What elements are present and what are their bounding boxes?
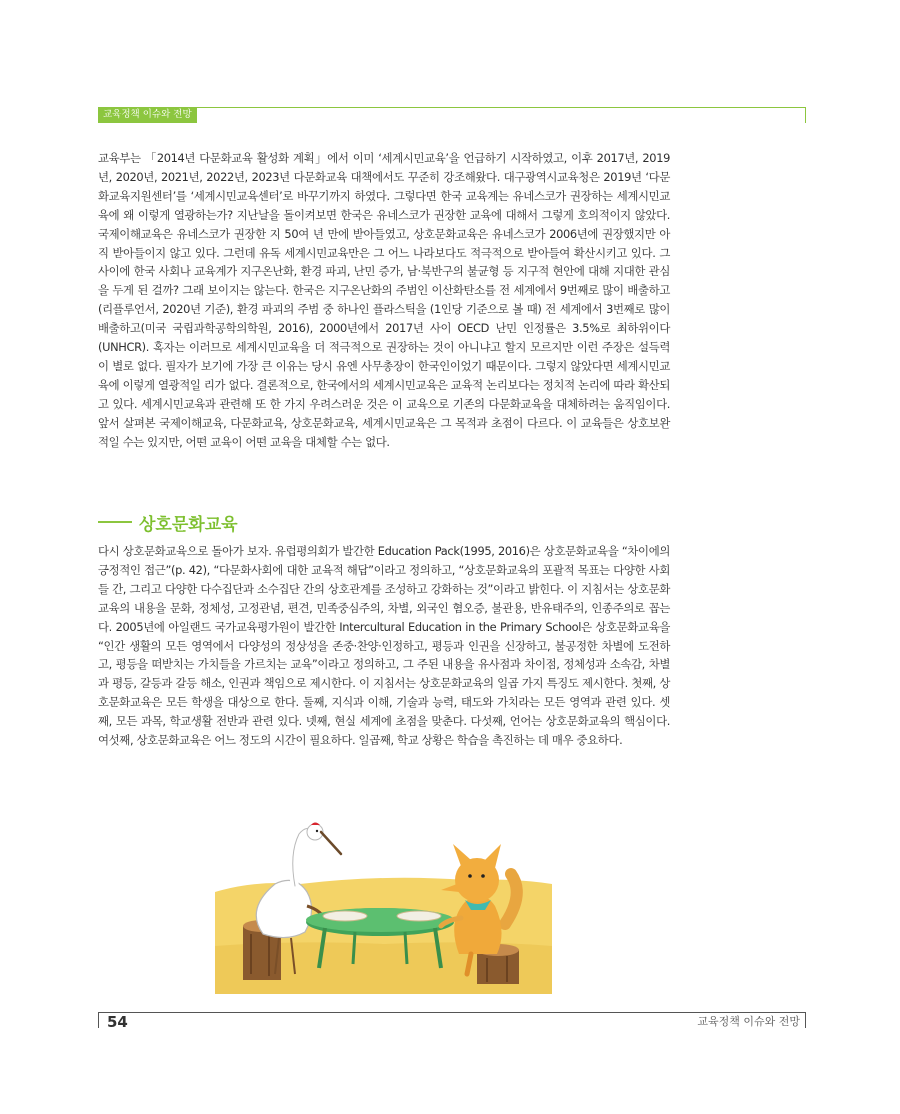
section-heading — [98, 508, 238, 536]
crane-and-fox-illustration — [215, 814, 552, 996]
footer-rule-start — [98, 1012, 99, 1028]
section-title: 상호문화교육 — [139, 514, 238, 535]
running-header-tag: 교육정책 이슈와 전망 — [98, 107, 197, 123]
section-heading-rule — [98, 521, 132, 523]
footer-rule — [98, 1012, 806, 1013]
page-number: 54 — [107, 1013, 128, 1031]
footer-rule-end — [805, 1012, 806, 1028]
left-plate-icon — [323, 911, 367, 921]
header-rule — [98, 107, 806, 108]
header-rule-end — [805, 107, 806, 123]
body-paragraph-1: 교육부는 「2014년 다문화교육 활성화 계획」에서 이미 ‘세계시민교육’을 언급하기 시작하였고, 이후 2017년, 2019년, 2020년, 2021년, 2022년, 2023년 다문화교육 대책에서도 꾸준히 강조해왔다. 대구광역시교육청은 2019년 ‘다문화교육지원센터’를 ‘세계시민교육센터’로 바꾸기까지 하였다. 그렇다면 한국 교육계는 유네스코가 권장하는 세계시민교육에 왜 이렇게 열광하는가? 지난날을 돌이켜보면 한국은 유네스코가 권장한 교육에 대해서 그렇게 호의적이지 않았다. 국제이해교육은 유네스코가 권장한 지 50여 년 만에 받아들였고, 상호문화교육은 유네스코가 2006년에 권장했지만 아직 받아들이지 않고 있다. 그런데 유독 세계시민교육만은 그 어느 나라보다도 적극적으로 받아들여 확산시키고 있다. 그 사이에 한국 사회나 교육계가 지구온난화, 환경 파괴, 난민 증가, 남·북반구의 불균형 등 지구적 현안에 대해 지대한 관심을 두게 된 걸까? 그래 보이지는 않는다. 한국은 지구온난화의 주범인 이산화탄소를 전 세계에서 9번째로 많이 배출하고(리플루언서, 2020년 기준), 환경 파괴의 주범 중 하나인 플라스틱을 (1인당 기준으로 볼 때) 전 세계에서 3번째로 많이 배출하고(미국 국립과학공학의학원, 2016), 2000년에서 2017년 사이 OECD 난민 인정률은 3.5%로 최하위이다(UNHCR). 혹자는 이러므로 세계시민교육을 더 적극적으로 권장하는 것이 아니냐고 할지 모르지만 이런 주장은 설득력이 별로 없다. 필자가 보기에 가장 큰 이유는 당시 유엔 사무총장이 한국인이었기 때문이다. 그렇지 않았다면 세계시민교육에 이렇게 열광적일 리가 없다. 결론적으로, 한국에서의 세계시민교육은 교육적 논리보다는 정치적 논리에 따라 확산되고 있다. 세계시민교육과 관련해 또 한 가지 우려스러운 것은 이 교육으로 기존의 다문화교육을 대체하려는 움직임이다. 앞서 살펴본 국제이해교육, 다문화교육, 상호문화교육, 세계시민교육은 그 목적과 초점이 다르다. 이 교육들은 상호보완적일 수는 있지만, 어떤 교육이 어떤 교육을 대체할 수는 없다. — [98, 151, 670, 449]
body-paragraph-2: 다시 상호문화교육으로 돌아가 보자. 유럽평의회가 발간한 Education Pack(1995, 2016)은 상호문화교육을 “차이에의 긍정적인 접근”(p. 42), “다문화사회에 대한 교육적 해답”이라고 정의하고, “상호문화교육의 포괄적 목표는 다양한 사회들 간, 그리고 다양한 다수집단과 소수집단 간의 상호관계를 조성하고 강화하는 것”이라고 밝힌다. 이 지침서는 상호문화교육의 내용을 문화, 정체성, 고정관념, 편견, 민족중심주의, 차별, 외국인 혐오증, 불관용, 반유태주의, 인종주의로 꼽는다. 2005년에 아일랜드 국가교육평가원이 발간한 Intercultural Education in the Primary School은 상호문화교육을 “인간 생활의 모든 영역에서 다양성의 정상성을 존중·찬양·인정하고, 평등과 인권을 신장하고, 불공정한 차별에 도전하고, 평등을 떠받치는 가치들을 가르치는 교육”이라고 정의하고, 그 주된 내용을 유사점과 차이점, 정체성과 소속감, 차별과 평등, 갈등과 갈등 해소, 인권과 책임으로 제시한다. 이 지침서는 상호문화교육의 일곱 가지 특징도 제시한다. 첫째, 상호문화교육은 모든 학생을 대상으로 한다. 둘째, 지식과 이해, 기술과 능력, 태도와 가치라는 모든 영역과 관련 있다. 셋째, 모든 과목, 학교생활 전반과 관련 있다. 넷째, 현실 세계에 초점을 맞춘다. 다섯째, 언어는 상호문화교육의 핵심이다. 여섯째, 상호문화교육은 어느 정도의 시간이 필요하다. 일곱째, 학교 상황은 학습을 촉진하는 데 매우 중요하다. — [98, 544, 670, 748]
right-plate-icon — [397, 911, 441, 921]
footer-publication-title: 교육정책 이슈와 전망 — [697, 1015, 800, 1028]
